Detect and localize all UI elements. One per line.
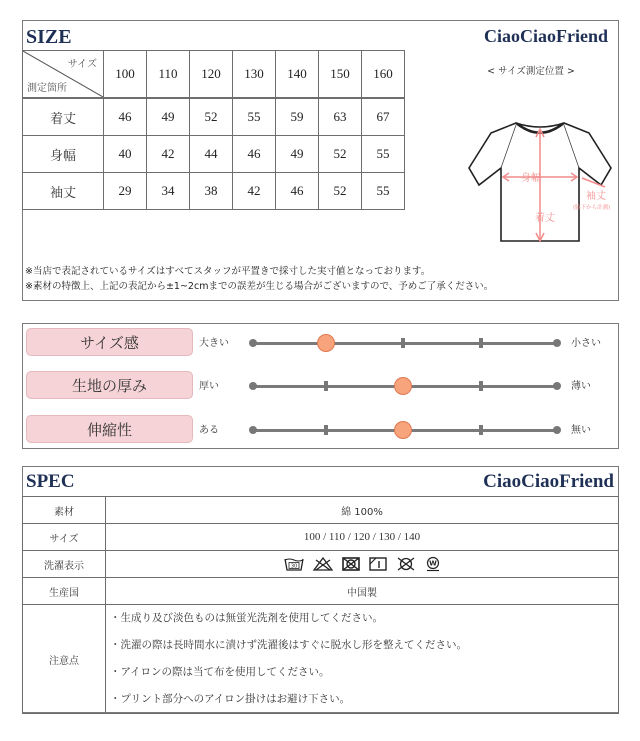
svg-text:30: 30 [290, 563, 297, 570]
cell: 52 [319, 136, 362, 173]
feel-right-label: 小さい [571, 338, 601, 349]
scale-end-dot [553, 382, 561, 390]
spec-label: 素材 [23, 497, 106, 524]
size-header: 130 [233, 51, 276, 99]
corner-cell [23, 51, 104, 99]
cell: 34 [147, 173, 190, 210]
feel-label: サイズ感 [26, 328, 193, 356]
scale-marker [317, 334, 335, 352]
body-width-label: 身幅 [521, 173, 541, 184]
spec-table [22, 496, 619, 714]
cell: 52 [319, 173, 362, 210]
feel-left-label: ある [199, 425, 219, 436]
scale-tick [324, 381, 328, 391]
cell: 55 [233, 98, 276, 136]
wash-30-icon [284, 557, 304, 571]
cell: 63 [319, 98, 362, 136]
caution-item: ・生成り及び淡色ものは無蛍光洗剤を使用してください。 [110, 612, 383, 624]
row-label: 身幅 [23, 136, 104, 173]
care-icons [284, 556, 441, 572]
feel-row-stretch [23, 415, 620, 445]
feel-left-label: 大きい [199, 338, 229, 349]
brand-logo: CiaoCiaoFriend [484, 26, 608, 46]
feel-scale [253, 385, 557, 388]
cell: 55 [362, 136, 405, 173]
svg-text:W: W [428, 559, 437, 568]
caution-item: ・洗濯の際は長時間水に漬けず洗濯後はすぐに脱水し形を整えてください。 [110, 639, 467, 651]
scale-tick [479, 338, 483, 348]
no-dry-clean-icon [396, 557, 416, 571]
sleeve-length-label: 袖丈 [586, 191, 606, 202]
feel-row-thickness [23, 371, 620, 401]
spec-label: サイズ [23, 524, 106, 551]
size-header: 120 [190, 51, 233, 99]
table-row [23, 524, 619, 551]
cell: 52 [190, 98, 233, 136]
cell: 42 [233, 173, 276, 210]
table-row [23, 136, 405, 173]
spec-value-material: 綿 100% [106, 497, 619, 524]
feel-scale [253, 342, 557, 345]
feel-label: 伸縮性 [26, 415, 193, 443]
scale-end-dot [249, 339, 257, 347]
length-label: 着丈 [535, 213, 555, 224]
no-tumble-dry-icon [342, 557, 360, 571]
cell: 42 [147, 136, 190, 173]
size-header: 160 [362, 51, 405, 99]
feel-row-size [23, 328, 620, 358]
tshirt-measurement-diagram [461, 113, 621, 243]
table-row [23, 551, 619, 578]
spec-label: 生産国 [23, 578, 106, 605]
scale-tick [324, 425, 328, 435]
table-row [23, 98, 405, 136]
cell: 40 [104, 136, 147, 173]
row-label: 着丈 [23, 98, 104, 136]
size-title: SIZE [26, 26, 72, 48]
size-header-row [23, 51, 405, 99]
caution-list [106, 605, 619, 714]
size-header: 100 [104, 51, 147, 99]
feel-scale [253, 429, 557, 432]
caution-item: ・アイロンの際は当て布を使用してください。 [110, 666, 330, 678]
note-line: ※素材の特徴上、上記の表記から±1~2cmまでの誤差が生じる場合がございますので、予めご了承ください。 [25, 281, 494, 292]
fit-feel-section [22, 323, 619, 449]
spec-label: 洗濯表示 [23, 551, 106, 578]
spec-value-sizes: 100 / 110 / 120 / 130 / 140 [106, 524, 619, 551]
scale-end-dot [553, 426, 561, 434]
row-label: 袖丈 [23, 173, 104, 210]
spec-title: SPEC [26, 471, 75, 492]
corner-measure-label: 測定箇所 [27, 83, 67, 94]
size-notes [25, 264, 493, 294]
cell: 46 [104, 98, 147, 136]
spec-value-care [106, 551, 619, 578]
feel-label: 生地の厚み [26, 371, 193, 399]
note-line: ※当店で表記されているサイズはすべてスタッフが平置きで採寸した実寸値となっております。 [25, 266, 431, 277]
feel-left-label: 厚い [199, 381, 219, 392]
size-section [22, 20, 619, 301]
cell: 55 [362, 173, 405, 210]
cell: 38 [190, 173, 233, 210]
scale-marker [394, 421, 412, 439]
size-table [22, 50, 405, 210]
scale-end-dot [553, 339, 561, 347]
size-header: 110 [147, 51, 190, 99]
scale-marker [394, 377, 412, 395]
sleeve-note-label: (脇下から計測) [573, 205, 611, 211]
cell: 67 [362, 98, 405, 136]
brand-logo: CiaoCiaoFriend [483, 471, 614, 492]
feel-right-label: 薄い [571, 381, 591, 392]
diagram-caption: < サイズ測定位置 > [487, 66, 575, 77]
scale-end-dot [249, 382, 257, 390]
corner-size-label: サイズ [67, 59, 97, 70]
cell: 59 [276, 98, 319, 136]
scale-tick [479, 425, 483, 435]
cell: 49 [147, 98, 190, 136]
table-row [23, 497, 619, 524]
table-row [23, 605, 619, 714]
caution-item: ・プリント部分へのアイロン掛けはお避け下さい。 [110, 693, 351, 705]
feel-right-label: 無い [571, 425, 591, 436]
size-header: 140 [276, 51, 319, 99]
line-dry-icon [369, 557, 387, 571]
cell: 46 [276, 173, 319, 210]
scale-end-dot [249, 426, 257, 434]
spec-section [22, 466, 619, 713]
table-row [23, 578, 619, 605]
no-bleach-icon [313, 557, 333, 571]
cell: 49 [276, 136, 319, 173]
cell: 44 [190, 136, 233, 173]
cell: 29 [104, 173, 147, 210]
wet-clean-icon [425, 556, 441, 572]
scale-tick [479, 381, 483, 391]
table-row [23, 173, 405, 210]
cell: 46 [233, 136, 276, 173]
spec-value-origin: 中国製 [106, 578, 619, 605]
size-header: 150 [319, 51, 362, 99]
spec-label: 注意点 [23, 605, 106, 714]
scale-tick [401, 338, 405, 348]
